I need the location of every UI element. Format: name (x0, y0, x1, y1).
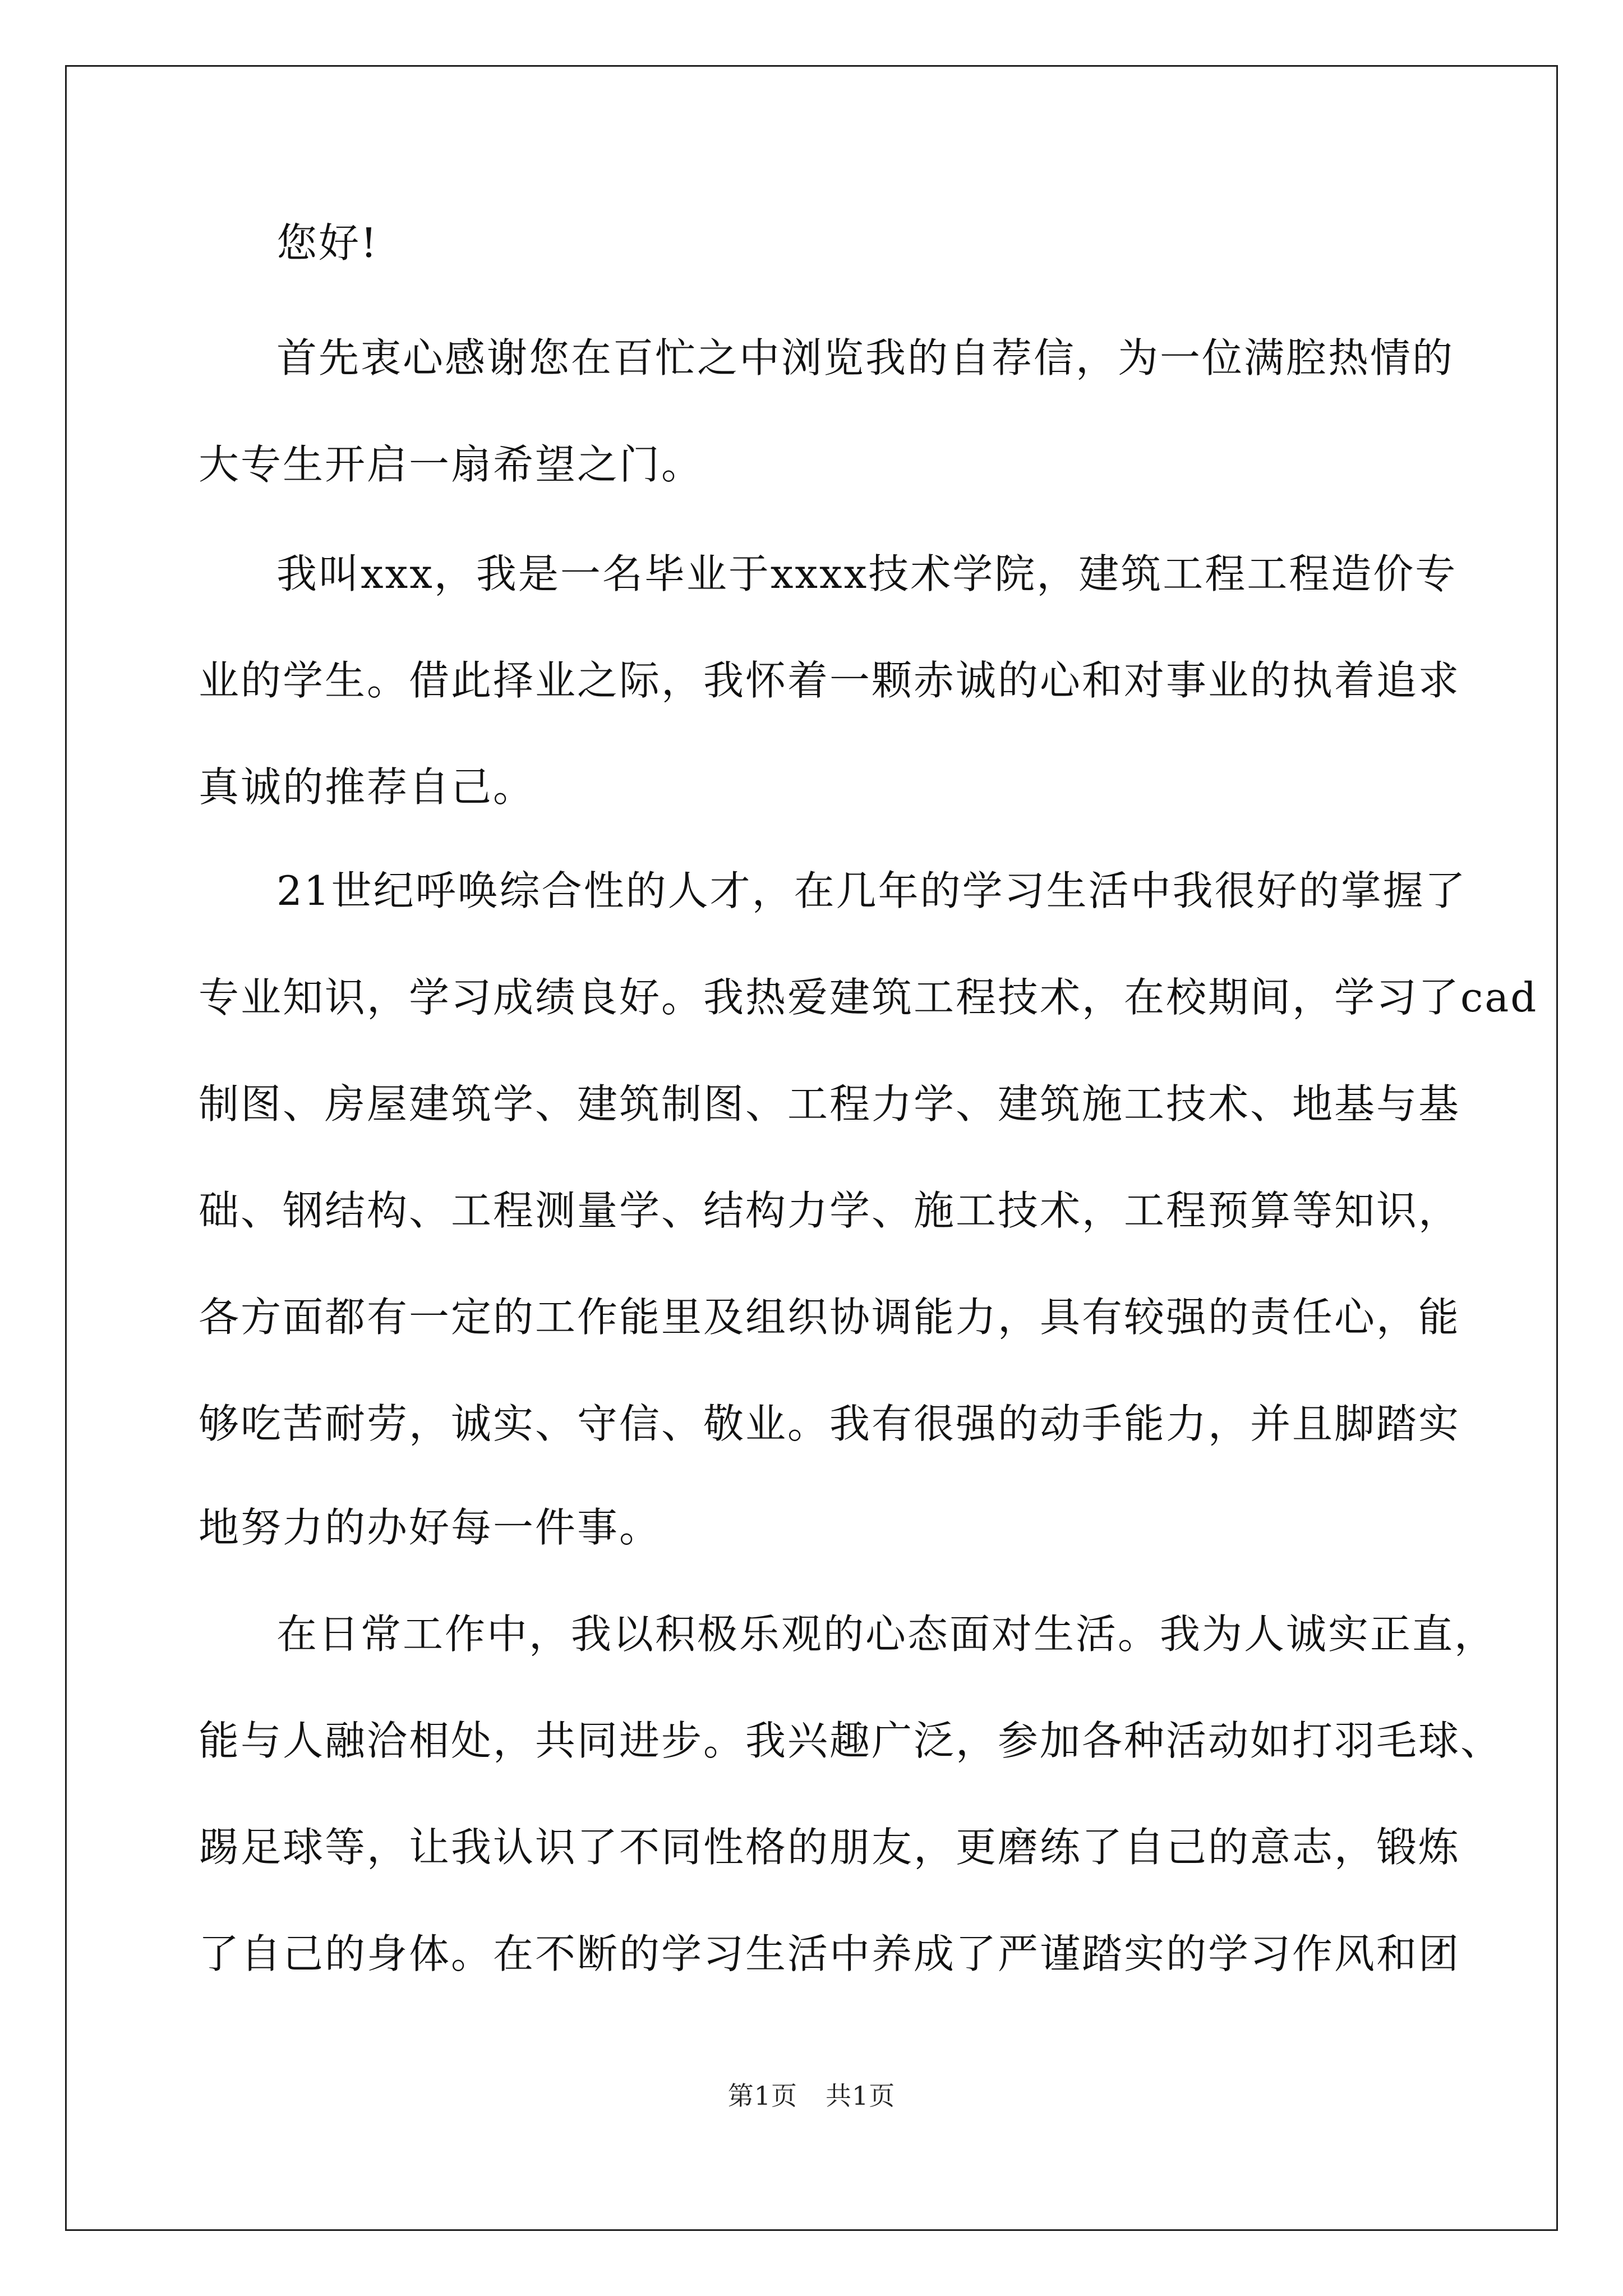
page-footer (0, 2079, 1623, 2113)
text-line: 地努力的办好每一件事。 (199, 1504, 662, 1551)
text-line: 真诚的推荐自己。 (199, 763, 536, 811)
text-line: 专业知识，学习成绩良好。我热爱建筑工程技术，在校期间，学习了cad (199, 974, 1538, 1021)
text-line: 础、钢结构、工程测量学、结构力学、施工技术，工程预算等知识， (199, 1187, 1461, 1234)
text-line: 各方面都有一定的工作能里及组织协调能力，具有较强的责任心，能 (199, 1294, 1461, 1341)
text-line: 了自己的身体。在不断的学习生活中养成了严谨踏实的学习作风和团 (199, 1930, 1461, 1977)
page-number: 第1页 (727, 2081, 797, 2111)
text-line: 大专生开启一扇希望之门。 (199, 441, 704, 488)
text-line: 够吃苦耐劳，诚实、守信、敬业。我有很强的动手能力，并且脚踏实 (199, 1400, 1461, 1447)
page-border (65, 65, 1558, 2231)
text-line: 能与人融洽相处，共同进步。我兴趣广泛，参加各种活动如打羽毛球、 (199, 1717, 1503, 1764)
text-line: 业的学生。借此择业之际，我怀着一颗赤诚的心和对事业的执着追求 (199, 657, 1461, 704)
greeting-line: 您好! (276, 219, 379, 266)
text-line: 踢足球等，让我认识了不同性格的朋友，更磨练了自己的意志，锻炼 (199, 1824, 1461, 1871)
text-line: 21世纪呼唤综合性的人才，在几年的学习生活中我很好的掌握了 (276, 867, 1467, 914)
text-line: 我叫xxx，我是一名毕业于xxxx技术学院，建筑工程工程造价专 (276, 550, 1458, 597)
text-line: 首先衷心感谢您在百忙之中浏览我的自荐信，为一位满腔热情的 (276, 334, 1455, 381)
text-line: 在日常工作中，我以积极乐观的心态面对生活。我为人诚实正直， (276, 1611, 1497, 1658)
page-total: 共1页 (826, 2081, 896, 2111)
text-line: 制图、房屋建筑学、建筑制图、工程力学、建筑施工技术、地基与基 (199, 1080, 1461, 1128)
